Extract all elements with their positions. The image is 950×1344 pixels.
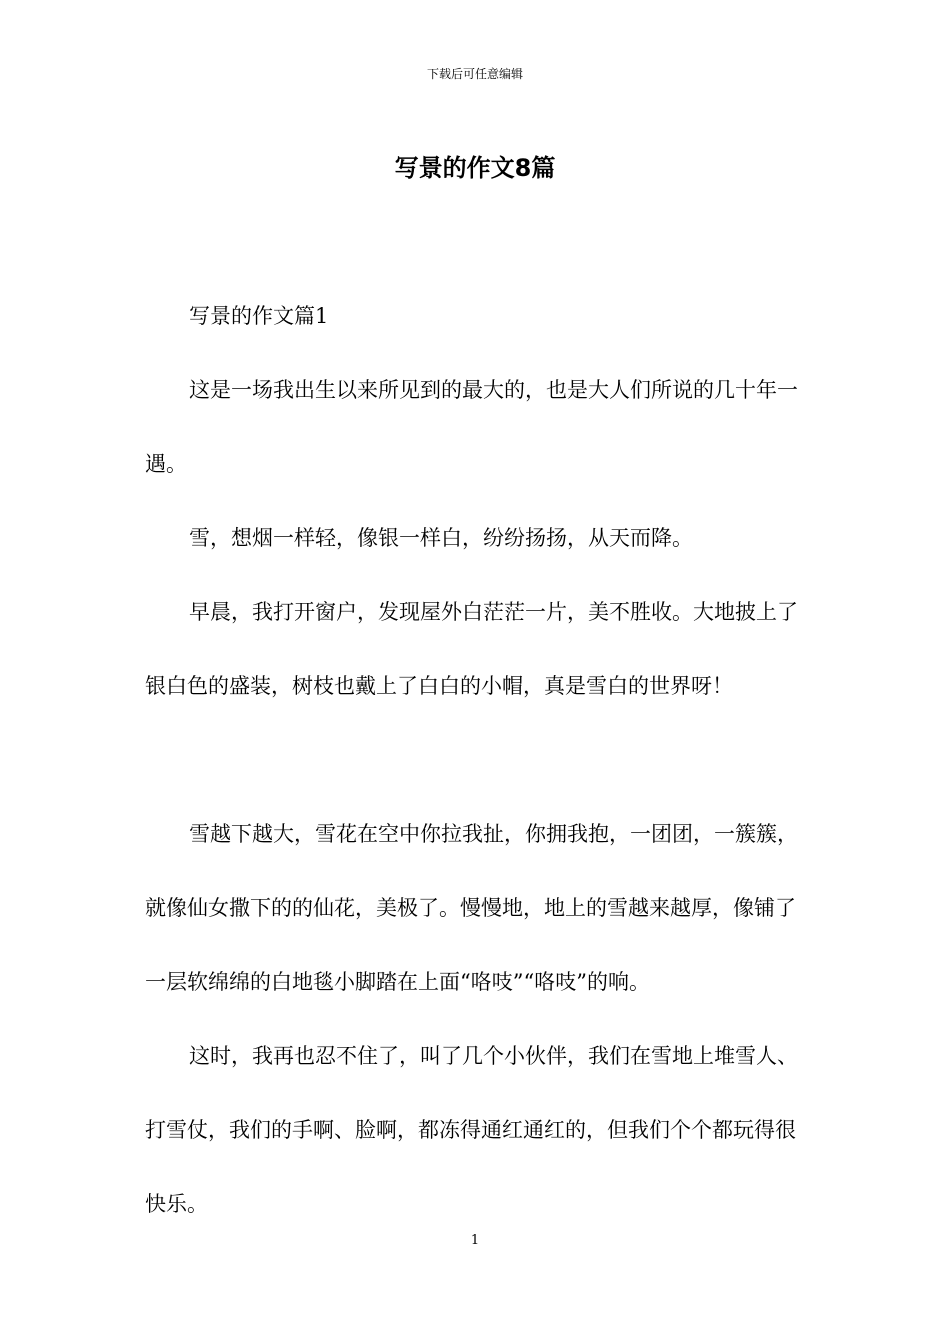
paragraph: 这时，我再也忍不住了，叫了几个小伙伴，我们在雪地上堆雪人、打雪仗，我们的手啊、脸啊，都冻得通红通红的，但我们个个都玩得很快乐。: [145, 1044, 798, 1216]
page-number: 1: [470, 1233, 480, 1248]
document-title: 写景的作文8篇: [394, 154, 556, 182]
paragraph: 这是一场我出生以来所见到的最大的，也是大人们所说的几十年一遇。: [145, 378, 798, 476]
paragraph: 雪越下越大，雪花在空中你拉我扯，你拥我抱，一团团，一簇簇，就像仙女撒下的的仙花，美极了。慢慢地，地上的雪越来越厚，像铺了一层软绵绵的白地毯小脚踏在上面“咯吱”“咯吱”的响。: [145, 822, 798, 994]
paragraph: 雪，想烟一样轻，像银一样白，纷纷扬扬，从天而降。: [189, 526, 693, 550]
blank-line: [145, 723, 815, 797]
paragraph: 早晨，我打开窗户，发现屋外白茫茫一片，美不胜收。大地披上了银白色的盛装，树枝也戴上了白白的小帽，真是雪白的世界呀！: [145, 600, 798, 698]
section-heading: 写景的作文篇1: [189, 304, 329, 328]
document-body: [145, 279, 815, 1241]
header-note: 下载后可任意编辑: [426, 67, 523, 81]
